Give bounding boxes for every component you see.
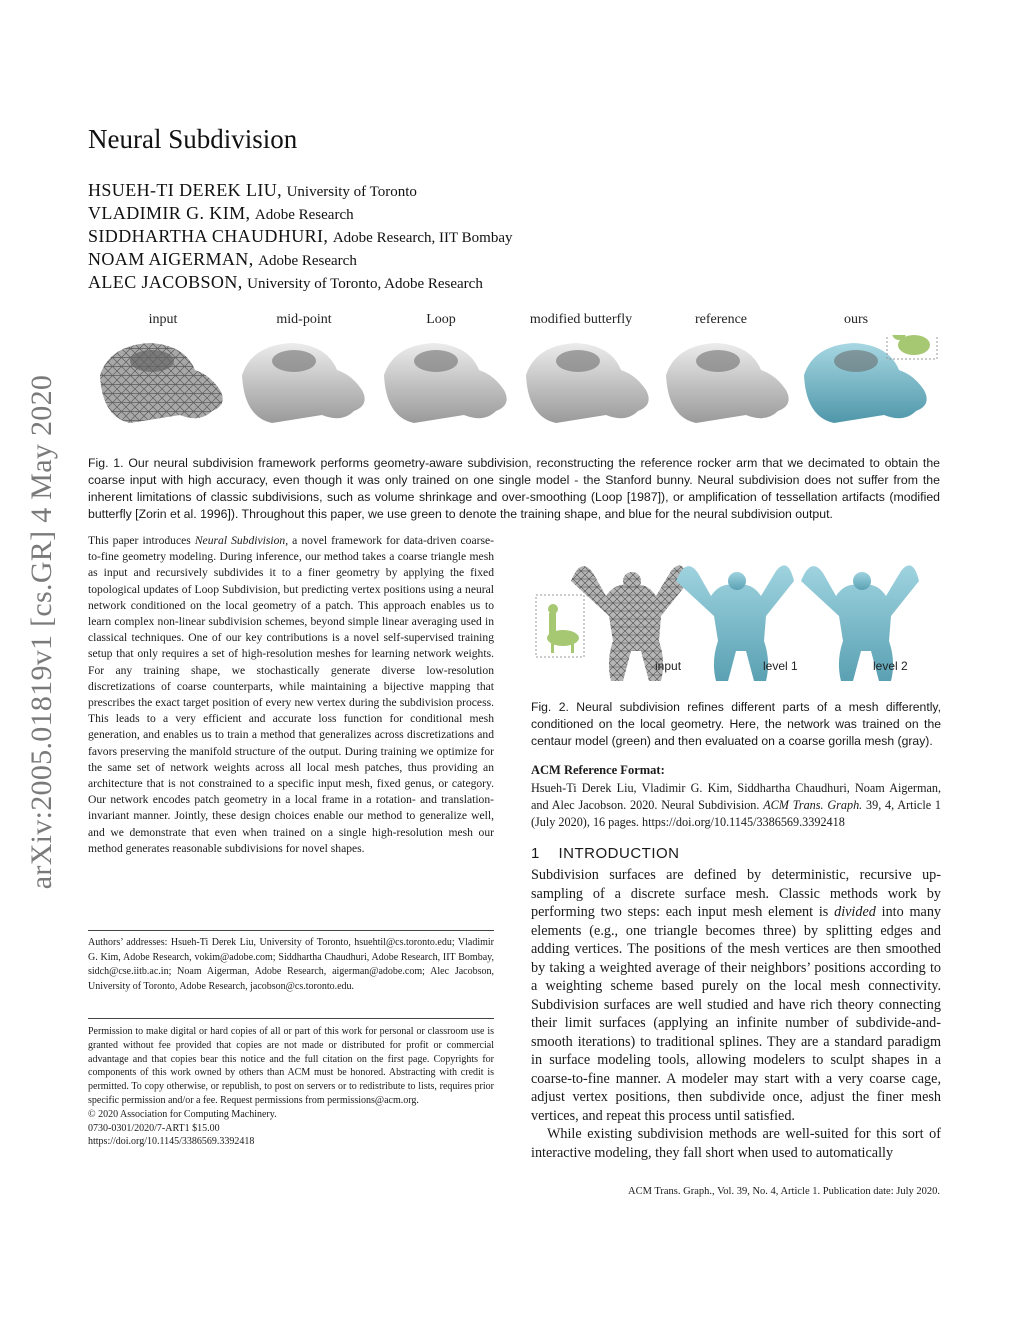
author-name: ALEC JACOBSON, — [88, 272, 243, 292]
arxiv-id: arXiv:2005.01819v1 [cs.GR] 4 May 2020 — [25, 374, 58, 890]
acm-reference-text — [531, 780, 941, 831]
divider — [88, 1018, 494, 1019]
doi-line: https://doi.org/10.1145/3386569.3392418 — [88, 1136, 255, 1148]
figure1-label-midpoint: mid-point — [276, 312, 332, 327]
permission-notice: Permission to make digital or hard copies of all or part of this work for personal or classroom use is granted without fee provided that copies are not made or distributed for profit or commercial advantage and that copies bear this notice and the full citation on the first page. Copyrights for components of this work owned by others than ACM must be honored. Abstracting with credit is permitted. To copy otherwise, or republish, to post on servers or to redistribute to lists, requires prior specific permission and/or a fee. Request permissions from permissions@acm.org. — [88, 1026, 494, 1106]
figure2-label-level1: level 1 — [763, 659, 798, 673]
author-affiliation: Adobe Research — [258, 253, 357, 269]
figure1-image — [90, 335, 940, 435]
rocker-input — [100, 343, 223, 423]
permission-block — [88, 1025, 494, 1149]
centaur-training-inset — [536, 595, 584, 657]
rocker-loop — [384, 343, 507, 423]
introduction-paragraph-1 — [531, 866, 941, 1125]
figure1-label-reference: reference — [694, 312, 748, 327]
author-affiliation: Adobe Research, IIT Bombay — [332, 230, 513, 246]
figure1-caption: Fig. 1. Our neural subdivision framework performs geometry-aware subdivision, reconstructing the reference rocker arm that we decimated to obtain the coarse input with high accuracy, even though it was only trained on one single model - the Stanford bunny. Neural subdivision does not suffer from the inherent limitations of classic subdivisions, such as volume shrinkage and over-smoothing (Loop [1987]), or amplification of tessellation artifacts (modified butterfly [Zorin et al. 1996]). Throughout this paper, we use green to denote the training shape, and blue for the neural subdivision output. — [88, 456, 940, 521]
figure2-label-level2: level 2 — [873, 659, 908, 673]
figure1-label-input: input — [148, 312, 178, 327]
intro-p1-emph: divided — [834, 904, 876, 920]
author-name: HSUEH-TI DEREK LIU, — [88, 180, 283, 200]
figure1-label-ours: ours — [843, 312, 869, 327]
author-affiliation: University of Toronto — [286, 184, 417, 200]
author-affiliation: University of Toronto, Adobe Research — [247, 276, 483, 292]
rocker-ours — [804, 343, 927, 423]
rocker-butterfly — [526, 343, 649, 423]
author-name: SIDDHARTHA CHAUDHURI, — [88, 226, 329, 246]
figure2-caption: Fig. 2. Neural subdivision refines different parts of a mesh differently, conditioned on the local geometry. Here, the network was trained on the centaur model (green) and then evaluated on a coarse gorilla mesh (gray). — [531, 700, 941, 748]
abstract — [88, 533, 494, 857]
training-bunny-inset — [887, 335, 937, 359]
abstract-emph: Neural Subdivision — [194, 534, 286, 547]
introduction-paragraph-2: While existing subdivision methods are well-suited for this sort of interactive modeling, they fall short when used to automatically — [531, 1126, 941, 1161]
author-name: NOAM AIGERMAN, — [88, 249, 254, 269]
rocker-reference — [666, 343, 789, 423]
author — [88, 203, 354, 224]
section-heading-introduction: 1 INTRODUCTION — [531, 845, 680, 862]
rocker-midpoint — [242, 343, 365, 423]
author-addresses: Authors’ addresses: Hsueh-Ti Derek Liu, University of Toronto, hsuehtil@cs.toronto.edu; Vladimir G. Kim, Adobe Research, vokim@adobe.com; Siddhartha Chaudhuri, Adobe Research, IIT Bombay, sidch@cse.iitb.ac.in; Noam Aigerman, Adobe Research, aigerman@adobe.com; Alec Jacobson, University of Toronto, Adobe Research, jacobson@cs.toronto.edu. — [88, 937, 494, 992]
copyright-line: © 2020 Association for Computing Machinery. — [88, 1108, 277, 1120]
author — [88, 226, 513, 247]
divider — [88, 930, 494, 931]
figure1-label-loop: Loop — [426, 312, 456, 327]
author — [88, 249, 357, 270]
figure1-label-butterfly: modified butterfly — [529, 312, 633, 327]
page-footer: ACM Trans. Graph., Vol. 39, No. 4, Article 1. Publication date: July 2020. — [628, 1186, 940, 1197]
arxiv-stamp — [0, 0, 58, 890]
author-name: VLADIMIR G. KIM, — [88, 203, 251, 223]
author — [88, 272, 483, 293]
acm-ref-rest: 39, 4, Article 1 (July 2020), 16 pages. https://doi.org/10.1145/3386569.3392418 — [531, 798, 941, 829]
abstract-rest: , a novel framework for data-driven coarse-to-fine geometry modeling. During inference, our method takes a coarse triangle mesh as input and recursively subdivides it to a finer geometry by applying the fixed topological updates of Loop Subdivision, but predicting vertex positions using a neural network conditioned on the local geometry of a patch. This approach enables us to learn complex non-linear subdivision schemes, beyond simple linear averaging used in classical techniques. One of our key contributions is a novel self-supervised training setup that only requires a set of high-resolution meshes for learning network weights. For any training shape, we stochastically generate diverse low-resolution discretizations of coarse counterparts, while maintaining a bijective mapping that prescribes the exact target position of every new vertex during the subdivision process. This leads to a very efficient and accurate loss function for conditional mesh generation, and enables us to train a method that generalizes across discretizations and favors preserving the manifold structure of the output. During training we optimize for the same set of network weights across all local mesh patches, thus providing an architecture that is not constrained to a specific input mesh, fixed genus, or category. Our network encodes patch geometry in a local frame in a rotation- and translation-invariant manner. Jointly, these design choices enable our method to generalize well, and we demonstrate that even when trained on a single high-resolution mesh our method generates reasonable subdivisions for novel shapes. — [88, 534, 494, 855]
acm-reference-heading: ACM Reference Format: — [531, 763, 665, 777]
figure2-label-input: input — [655, 659, 682, 673]
acm-ref-lead: Hsueh-Ti Derek Liu, Vladimir G. Kim, Siddhartha Chaudhuri, Noam Aigerman, and Alec Jacobson. 2020. Neural Subdivision. — [531, 781, 941, 812]
paper-title: Neural Subdivision — [88, 124, 298, 154]
abstract-lead: This paper introduces — [88, 534, 195, 547]
author — [88, 180, 417, 201]
issn-line: 0730-0301/2020/7-ART1 $15.00 — [88, 1122, 220, 1134]
intro-p1-lead: Subdivision surfaces are defined by deterministic, recursive up-sampling of a discrete surface mesh. Classic methods work by performing two steps: each input mesh element is — [531, 867, 941, 920]
acm-ref-journal: ACM Trans. Graph. — [763, 798, 863, 812]
author-affiliation: Adobe Research — [254, 207, 354, 223]
intro-p1-rest: into many elements (e.g., one triangle becomes three) by splitting edges and adding vertices. The positions of the mesh vertices are then smoothed by taking a weighted average of their neighbors’ positions according to a weighting scheme based purely on the local mesh connectivity. Subdivision surfaces are well studied and have rich theory connecting their limit surfaces (applying an infinite number of subdivide-and-smooth iterations) to traditional splines. They are a standard paradigm in surface modeling tools, allowing modelers to sculpt shapes in a coarse-to-fine manner. A modeler may start with a very coarse cage, adjust vertex positions, then subdivide once, adjust the finer mesh vertices, and repeat this process until satisfied. — [531, 904, 942, 1124]
figure2-image — [531, 543, 941, 693]
